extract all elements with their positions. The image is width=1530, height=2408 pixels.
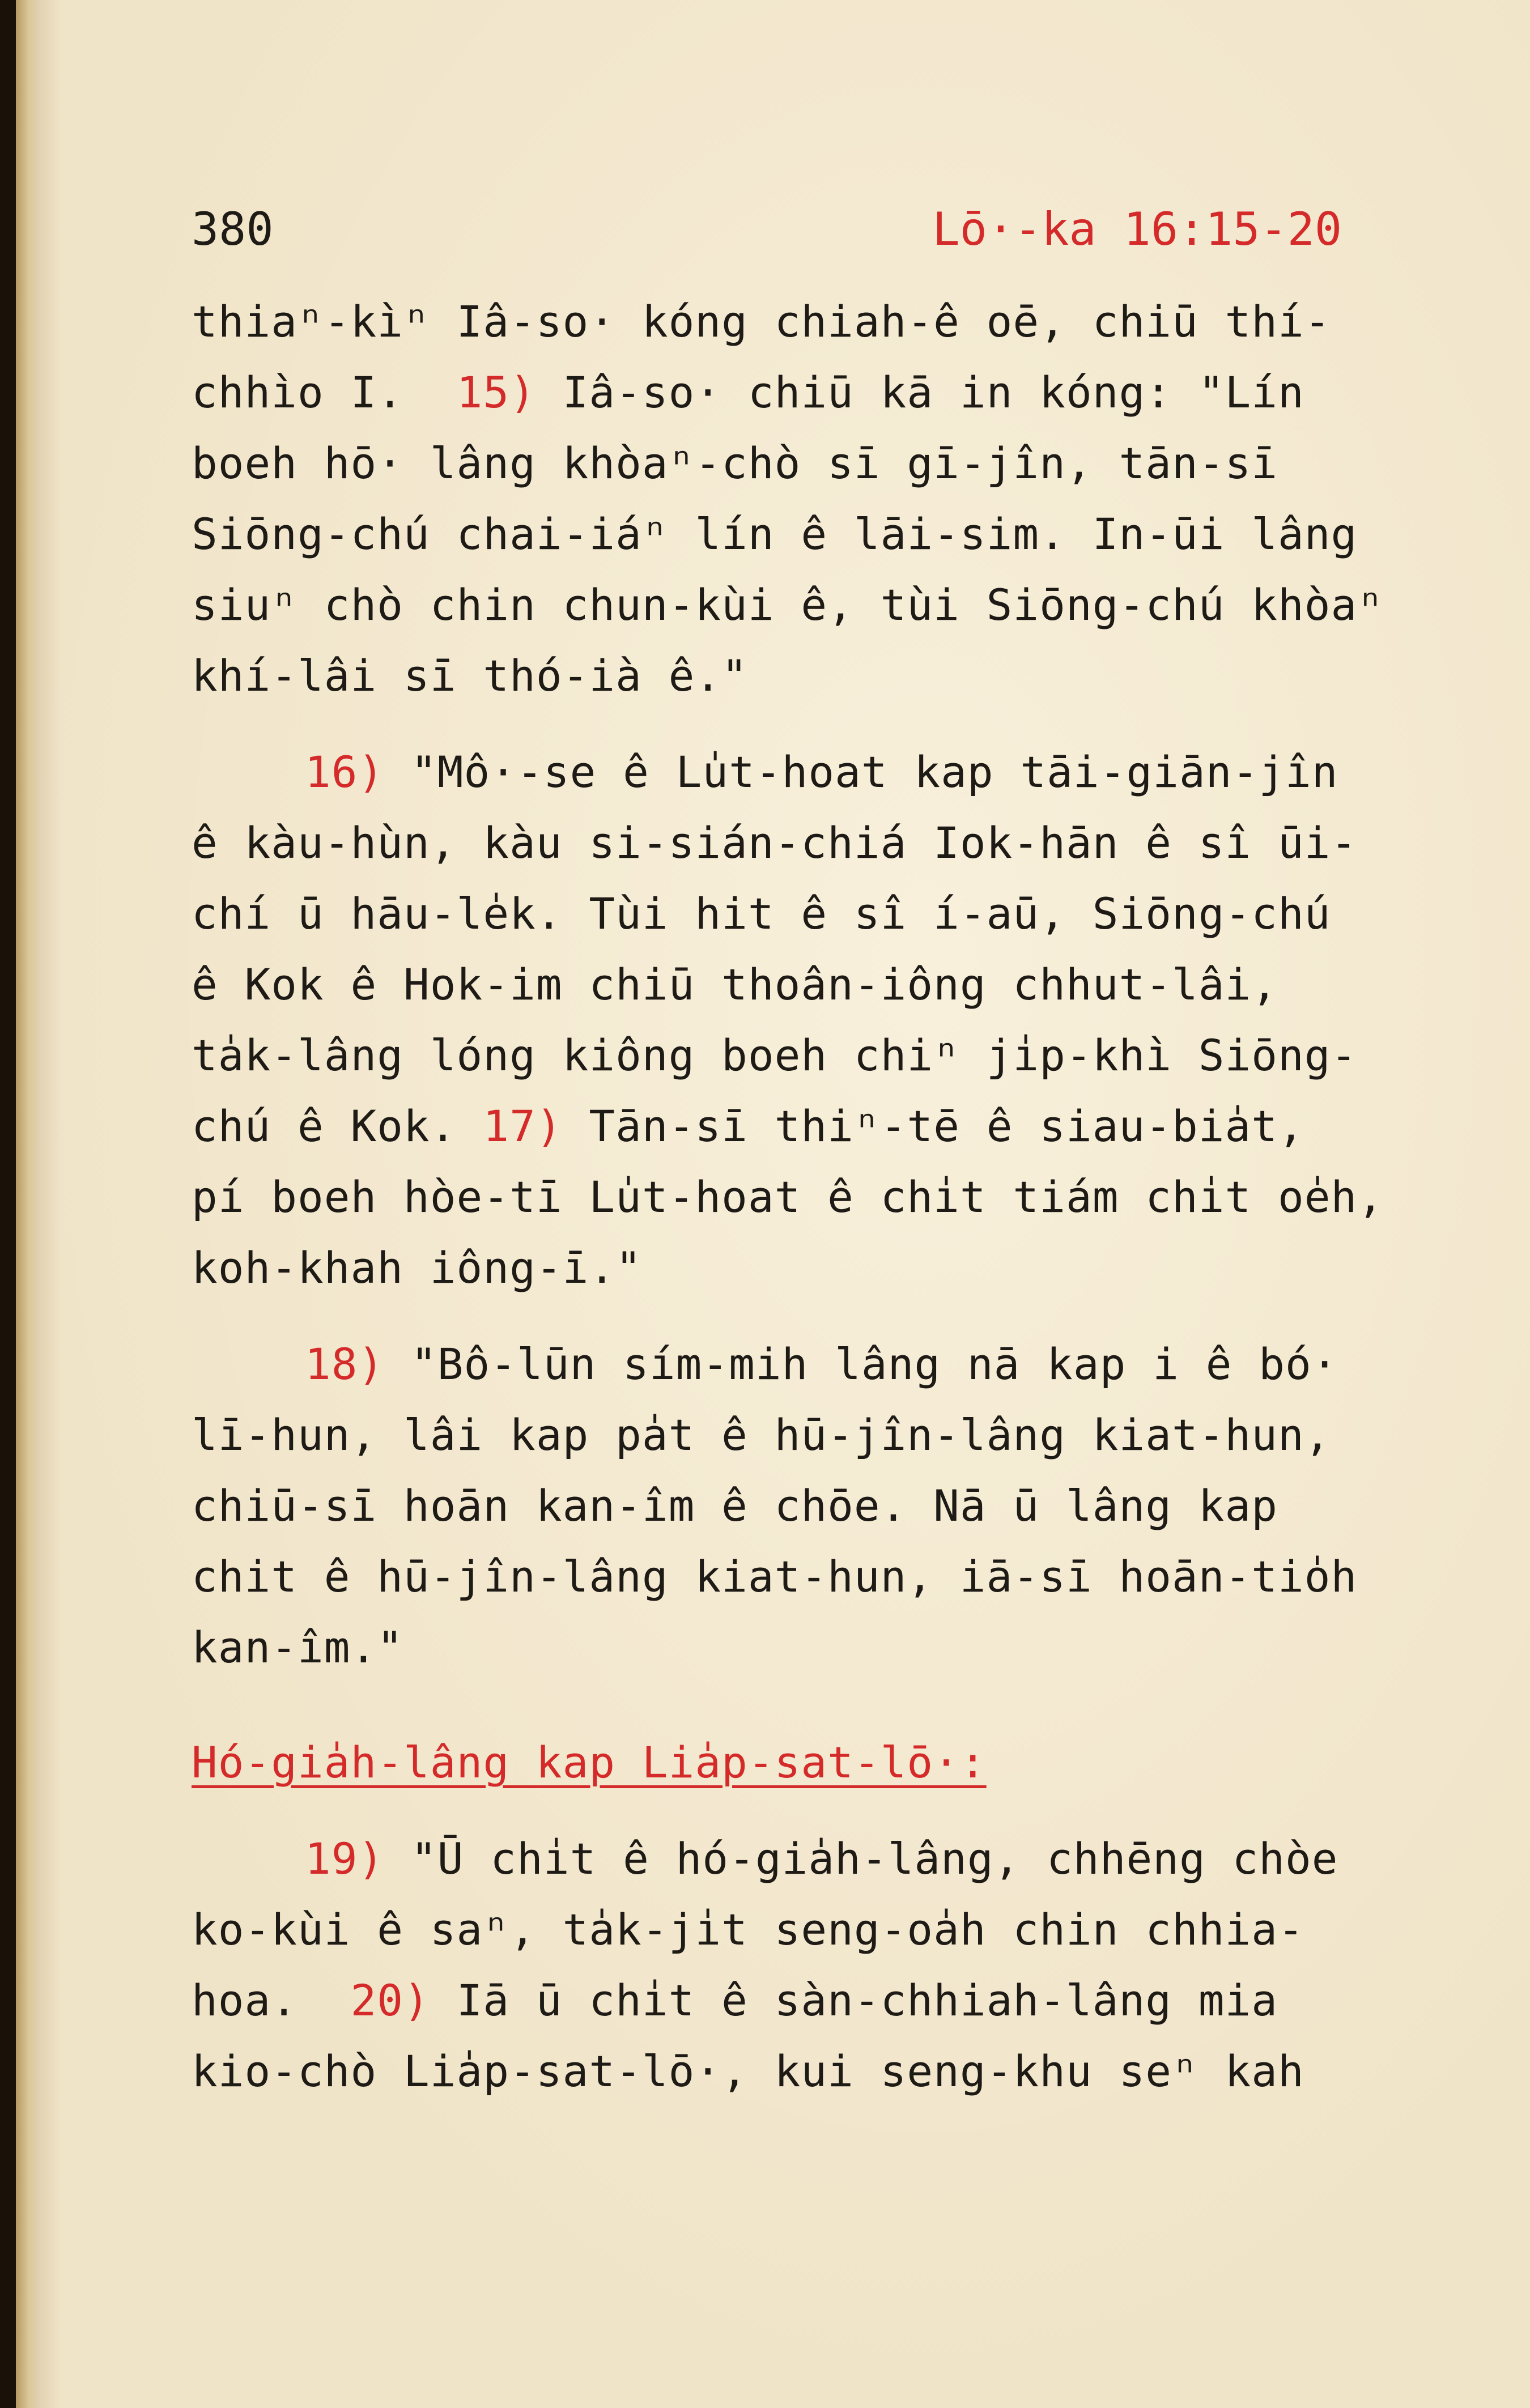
text-segment: "Ū chi̍t ê hó-gia̍h-lâng, chhēng chòe xyxy=(384,1833,1338,1884)
text-line: chit ê hū-jîn-lâng kiat-hun, iā-sī hoān-tio̍h xyxy=(192,1551,1358,1602)
text-line xyxy=(192,1329,1495,1399)
text-line: kan-îm." xyxy=(192,1622,404,1673)
paragraph-gap xyxy=(192,1798,1495,1823)
text-line: ê kàu-hùn, kàu si-sián-chiá Iok-hān ê sî ūi- xyxy=(192,818,1358,868)
paragraph-gap xyxy=(192,1303,1495,1329)
text-line xyxy=(192,1965,1495,2036)
text-segment: Iâ-so· chiū kā in kóng: "Lín xyxy=(536,367,1304,418)
verse-number-19: 19) xyxy=(305,1833,385,1884)
text-segment: "Mô·-se ê Lu̍t-hoat kap tāi-giān-jîn xyxy=(384,747,1338,797)
text-line: chí ū hāu-le̍k. Tùi hit ê sî í-aū, Siōng-chú xyxy=(192,888,1331,939)
text-line: ta̍k-lâng lóng kiông boeh chiⁿ ji̍p-khì Siōng- xyxy=(192,1030,1358,1080)
text-line: khí-lâi sī thó-ià ê." xyxy=(192,650,748,701)
text-line: lī-hun, lâi kap pa̍t ê hū-jîn-lâng kiat-hun, xyxy=(192,1410,1331,1460)
text-line xyxy=(192,1091,1495,1162)
paragraph-2 xyxy=(192,737,1495,1303)
text-line xyxy=(192,357,1495,428)
text-line: ê Kok ê Hok-im chiū thoân-iông chhut-lâi, xyxy=(192,959,1278,1010)
paragraph-gap xyxy=(192,711,1495,737)
text-segment: chú ê Kok. xyxy=(192,1101,483,1151)
page-edge xyxy=(16,0,39,2408)
text-segment: hoa. xyxy=(192,1975,351,2026)
verse-number-17: 17) xyxy=(483,1101,563,1151)
verse-number-18: 18) xyxy=(305,1339,385,1389)
page-header xyxy=(192,198,1342,261)
text-line xyxy=(192,1823,1495,1894)
text-segment: Iā ū chi̍t ê sàn-chhiah-lâng mia xyxy=(430,1975,1278,2026)
text-line: boeh hō· lâng khòaⁿ-chò sī gī-jîn, tān-sī xyxy=(192,438,1278,488)
section-heading: Hó-gia̍h-lâng kap Lia̍p-sat-lō·: xyxy=(192,1737,987,1788)
section-gap xyxy=(192,1683,1495,1727)
text-line: pí boeh hòe-tī Lu̍t-hoat ê chi̍t tiám chi̍t oe̍h, xyxy=(192,1172,1384,1222)
text-segment: chhìo I. xyxy=(192,367,457,418)
text-line xyxy=(192,737,1495,807)
text-line: ko-kùi ê saⁿ, ta̍k-ji̍t seng-oa̍h chin chhia- xyxy=(192,1904,1304,1955)
text-line: siuⁿ chò chin chun-kùi ê, tùi Siōng-chú khòaⁿ xyxy=(192,580,1384,630)
page-number: 380 xyxy=(192,203,274,256)
text-line: thiaⁿ-kìⁿ Iâ-so· kóng chiah-ê oē, chiū thí- xyxy=(192,296,1331,347)
paragraph-4 xyxy=(192,1823,1495,2107)
paragraph-3 xyxy=(192,1329,1495,1683)
verse-number-16: 16) xyxy=(305,747,385,797)
text-segment: "Bô-lūn sím-mih lâng nā kap i ê bó· xyxy=(384,1339,1338,1389)
verse-number-20: 20) xyxy=(350,1975,430,2026)
paragraph-1 xyxy=(192,286,1495,711)
text-line: kio-chò Lia̍p-sat-lō·, kui seng-khu seⁿ kah xyxy=(192,2046,1304,2096)
running-head: Lō·-ka 16:15-20 xyxy=(932,203,1342,256)
book-page xyxy=(16,0,1530,2408)
text-line: koh-khah iông-ī." xyxy=(192,1243,642,1293)
verse-number-15: 15) xyxy=(456,367,536,418)
page-body xyxy=(192,286,1495,2107)
text-line: Siōng-chú chai-iáⁿ lín ê lāi-sim. In-ūi lâng xyxy=(192,509,1358,559)
text-line: chiū-sī hoān kan-îm ê chōe. Nā ū lâng kap xyxy=(192,1480,1278,1531)
text-segment: Tān-sī thiⁿ-tē ê siau-bia̍t, xyxy=(562,1101,1304,1151)
